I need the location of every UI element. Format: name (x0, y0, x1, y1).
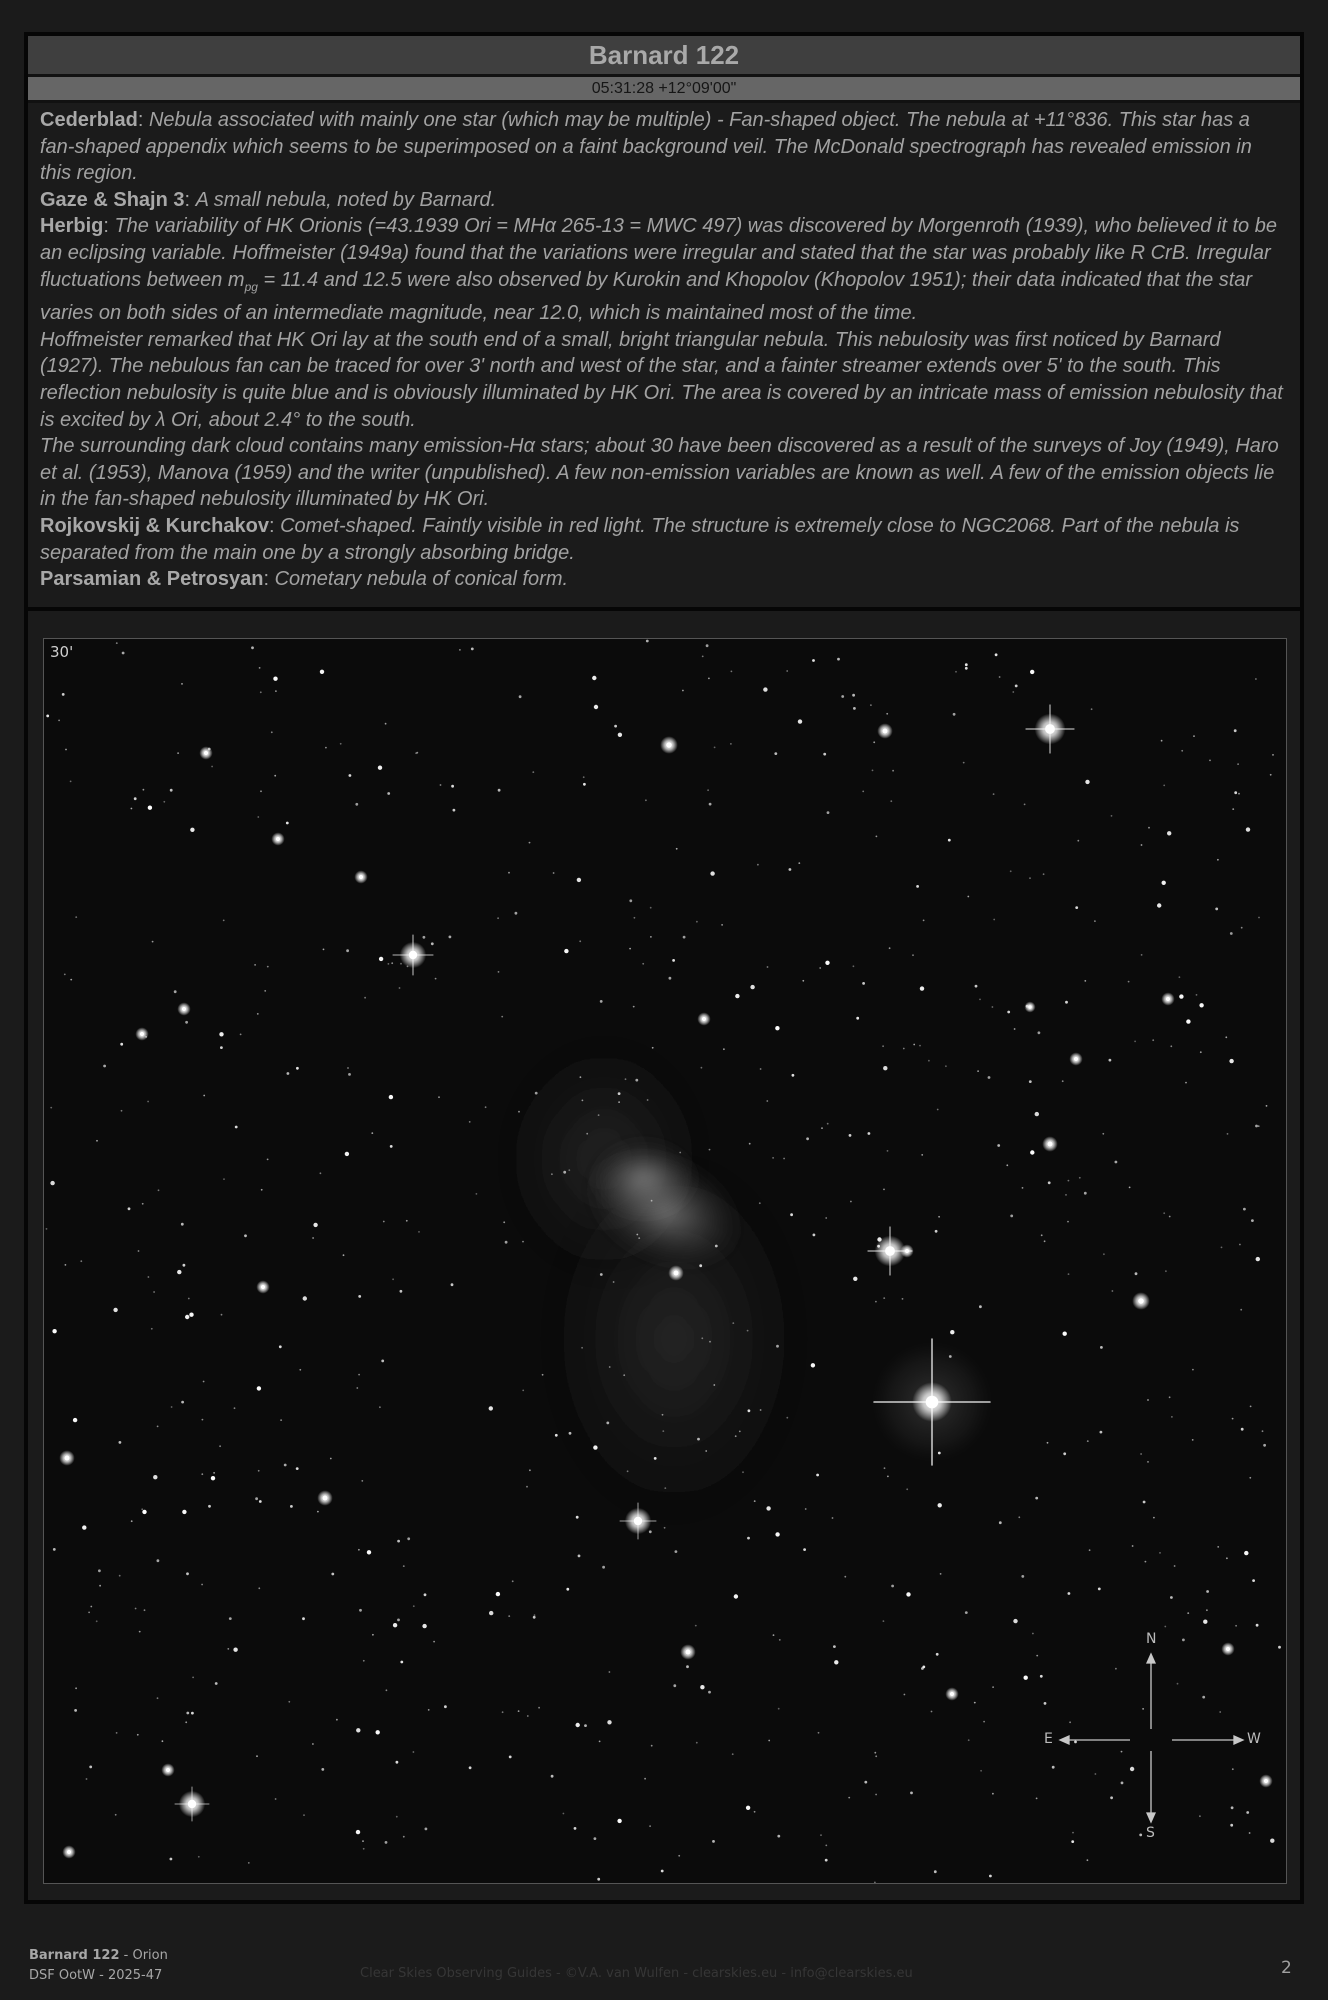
note-text: The variability of HK Orionis (=43.1939 Ori = MHα 265-13 = MWC 497) was discovered by Morgenroth (1939), who believed it to be an eclipsing variable. Hoffmeister (1949a) found that the variations were irregular and stated that the star was probably like R CrB. Irregular fluctuations between $m_{pg} = 11.4$ and 12.5 were also observed by Kurokin and Khopolov (Khopolov 1951); their data indicated that the star varies on both sides of an intermediate magnitude, near 12.0, which is maintained most of the time. (40, 215, 1277, 325)
note-text: Nebula associated with mainly one star (which may be multiple) - Fan-shaped object. The nebula at +11°836. This star has a fan-shaped appendix which seems to be superimposed on a faint background veil. The McDonald spectrograph has revealed emission in this region. (40, 109, 1252, 185)
note-text: Comet-shaped. Faintly visible in red light. The structure is extremely close to NGC2068. Part of the nebula is separated from the main one by a strongly absorbing bridge. (40, 514, 1240, 564)
footer-constellation: - Orion (119, 1948, 168, 1963)
footer-object-info (29, 1946, 168, 1986)
coordinates-bar (28, 77, 1300, 103)
note-rojkovskij-kurchakov: Rojkovskij & Kurchakov: Comet-shaped. Faintly visible in red light. The structure is extremely close to NGC2068. Part of the nebula is separated from the main one by a strongly absorbing bridge. (40, 514, 1240, 564)
note-author: Rojkovskij & Kurchakov (40, 514, 269, 537)
note-text: Hoffmeister remarked that HK Ori lay at the south end of a small, bright triangular nebula. This nebulosity was first noticed by Barnard (1927). The nebulous fan can be traced for over 3' north and west of the star, and a fainter streamer extends over 5' to the south. This reflection nebulosity is quite blue and is obviously illuminated by HK Ori. The area is covered by an intricate mass of emission nebulosity that is excited by λ Ori, about 2.4° to the south. (40, 328, 1283, 431)
footer-credits: Clear Skies Observing Guides - ©V.A. van Wulfen - clearskies.eu - info@clearskies.eu (360, 1966, 913, 1981)
compass-north-label: N (1146, 1631, 1157, 1647)
object-coordinates: 05:31:28 +12°09'00" (591, 79, 737, 97)
note-text: A small nebula, noted by Barnard. (195, 188, 497, 211)
object-card (24, 32, 1304, 1904)
sky-image (43, 638, 1287, 1884)
footer-object-name: Barnard 122 (29, 1948, 120, 1963)
note-author: Parsamian & Petrosyan (40, 568, 264, 591)
note-author: Gaze & Shajn 3 (40, 188, 185, 211)
scale-label: 30' (50, 643, 74, 661)
note-herbig-continued-1 (40, 327, 1288, 433)
note-author: Cederblad (40, 109, 138, 131)
note-text: Cometary nebula of conical form. (274, 568, 569, 591)
observing-notes (28, 103, 1300, 611)
note-gaze-shajn: Gaze & Shajn 3: A small nebula, noted by Barnard. (40, 188, 497, 211)
object-title: Barnard 122 (588, 39, 740, 70)
footer-series: DSF OotW - 2025-47 (29, 1968, 163, 1983)
note-cederblad: Cederblad: Nebula associated with mainly one star (which may be multiple) - Fan-shaped object. The nebula at +11°836. This star has a fan-shaped appendix which seems to be superimposed on a faint background veil. The McDonald spectrograph has revealed emission in this region. (40, 109, 1252, 185)
star-field (44, 639, 1286, 1883)
compass-west-label: W (1247, 1731, 1261, 1747)
compass-east-label: E (1044, 1731, 1053, 1747)
compass-south-label: S (1146, 1825, 1155, 1841)
note-text: The surrounding dark cloud contains many emission-Hα stars; about 30 have been discovered as a result of the surveys of Joy (1949), Haro et al. (1953), Manova (1959) and the writer (unpublished). A few non-emission variables are known as well. A few of the emission objects lie in the fan-shaped nebulosity illuminated by HK Ori. (40, 435, 1279, 511)
page-number: 2 (1281, 1958, 1292, 1978)
note-author: Herbig (40, 215, 104, 238)
note-herbig: Herbig: The variability of HK Orionis (=43.1939 Ori = MHα 265-13 = MWC 497) was discovered by Morgenroth (1939), who believed it to be an eclipsing variable. Hoffmeister (1949a) found that the variations were irregular and stated that the star was probably like R CrB. Irregular fluctuations between $m_{pg} = 11.4$ and 12.5 were also observed by Kurokin and Khopolov (Khopolov 1951); their data indicated that the star varies on both sides of an intermediate magnitude, near 12.0, which is maintained most of the time. (40, 215, 1277, 325)
title-bar (28, 36, 1300, 77)
note-herbig-continued-2 (40, 433, 1288, 513)
note-parsamian-petrosyan: Parsamian & Petrosyan: Cometary nebula of conical form. (40, 568, 569, 591)
